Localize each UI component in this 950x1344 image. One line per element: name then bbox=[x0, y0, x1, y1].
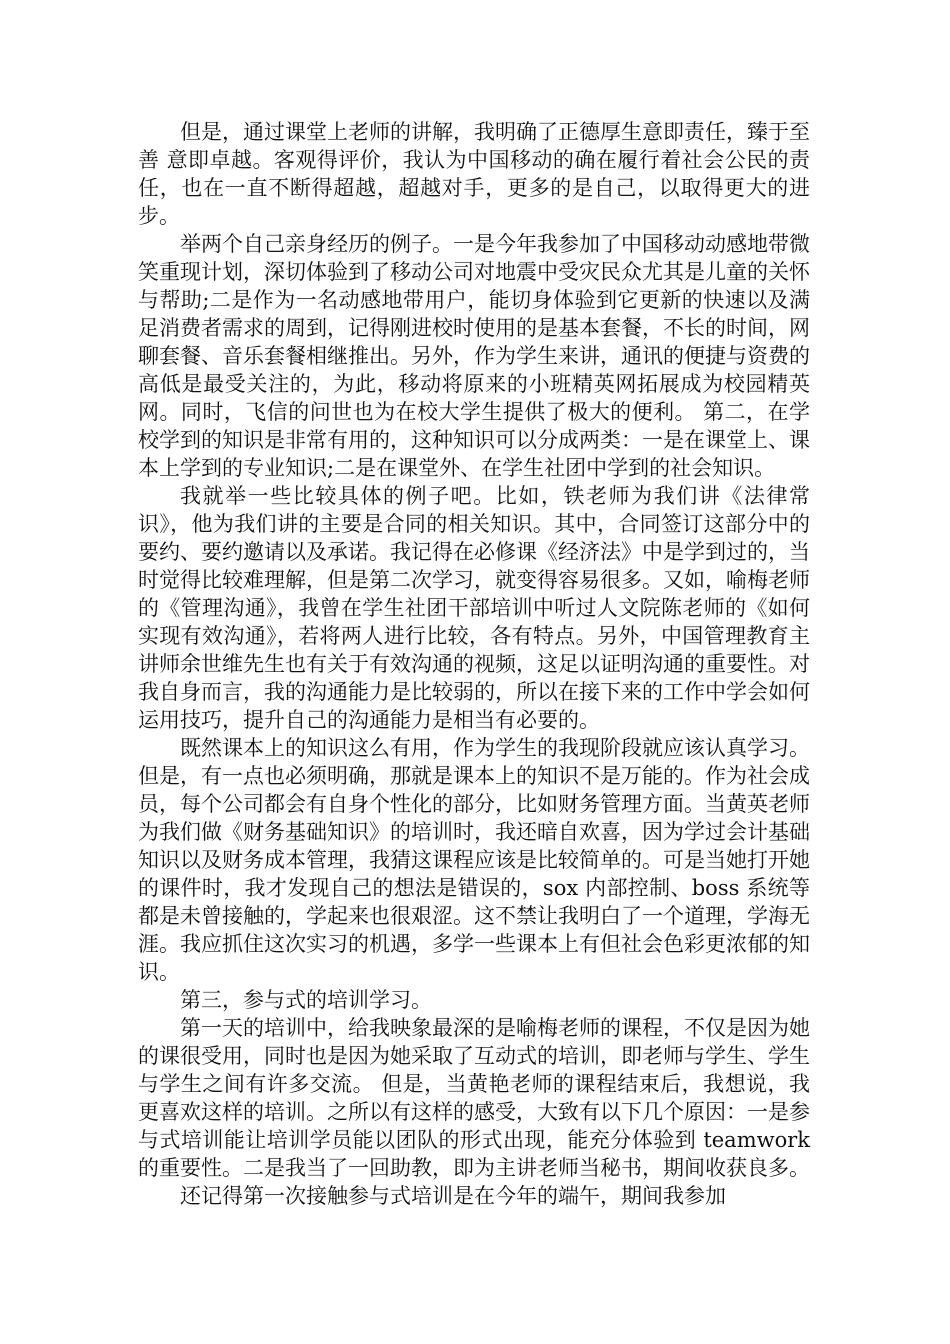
paragraph-textbook-knowledge: 既然课本上的知识这么有用，作为学生的我现阶段就应该认真学习。但是，有一点也必须明确，那就是课本上的知识不是万能的。作为社会成员，每个公司都会有自身个性化的部分，比如财务管理方面。当黄英老师为我们做《财务基础知识》的培训时，我还暗自欢喜，因为学过会计基础知识以及财务成本管理，我猜这课程应该是比较简单的。可是当她打开她的课件时，我才发现自己的想法是错误的，sox 内部控制、boss 系统等都是未曾接触的，学起来也很艰涩。这不禁让我明白了一个道理，学海无涯。我应抓住这次实习的机遇，多学一些课本上有但社会色彩更浓郁的知识。 bbox=[138, 736, 810, 984]
document-body bbox=[138, 118, 810, 1210]
paragraph-course-examples: 我就举一些比较具体的例子吧。比如，铁老师为我们讲《法律常识》，他为我们讲的主要是合同的相关知识。其中，合同签订这部分中的要约、要约邀请以及承诺。我记得在必修课《经济法》中是学到过的，当时觉得比较难理解，但是第二次学习，就变得容易很多。又如，喻梅老师的《管理沟通》，我曾在学生社团干部培训中听过人文院陈老师的《如何实现有效沟通》，若将两人进行比较，各有特点。另外，中国管理教育主讲师余世维先生也有关于有效沟通的视频，这足以证明沟通的重要性。对我自身而言，我的沟通能力是比较弱的，所以在接下来的工作中学会如何运用技巧，提升自己的沟通能力是相当有必要的。 bbox=[138, 484, 810, 732]
paragraph-personal-examples: 举两个自己亲身经历的例子。一是今年我参加了中国移动动感地带微笑重现计划，深切体验到了移动公司对地震中受灾民众尤其是儿童的关怀与帮助;二是作为一名动感地带用户，能切身体验到它更新的快速以及满足消费者需求的周到，记得刚进校时使用的是基本套餐，不长的时间，网聊套餐、音乐套餐相继推出。另外，作为学生来讲，通讯的便捷与资费的高低是最受关注的，为此，移动将原来的小班精英网拓展成为校园精英网。同时，飞信的问世也为在校大学生提供了极大的便利。 第二，在学校学到的知识是非常有用的，这种知识可以分成两类：一是在课堂上、课本上学到的专业知识;二是在课堂外、在学生社团中学到的社会知识。 bbox=[138, 232, 810, 480]
paragraph-section-three-heading: 第三，参与式的培训学习。 bbox=[180, 988, 432, 1012]
paragraph-responsibility: 但是，通过课堂上老师的讲解，我明确了正德厚生意即责任，臻于至善 意即卓越。客观得评价，我认为中国移动的确在履行着社会公民的责任，也在一直不断得超越，超越对手，更多的是自己，以取得更大的进步。 bbox=[138, 120, 810, 228]
paragraph-dragon-boat-training: 还记得第一次接触参与式培训是在今年的端午，期间我参加 bbox=[180, 1184, 726, 1208]
paragraph-participatory-training: 第一天的培训中，给我映象最深的是喻梅老师的课程，不仅是因为她的课很受用，同时也是因为她采取了互动式的培训，即老师与学生、学生与学生之间有许多交流。 但是，当黄艳老师的课程结束后，我想说，我更喜欢这样的培训。之所以有这样的感受，大致有以下几个原因：一是参与式培训能让培训学员能以团队的形式出现，能充分体验到 teamwork 的重要性。二是我当了一回助教，即为主讲老师当秘书，期间收获良多。 bbox=[138, 1016, 810, 1180]
